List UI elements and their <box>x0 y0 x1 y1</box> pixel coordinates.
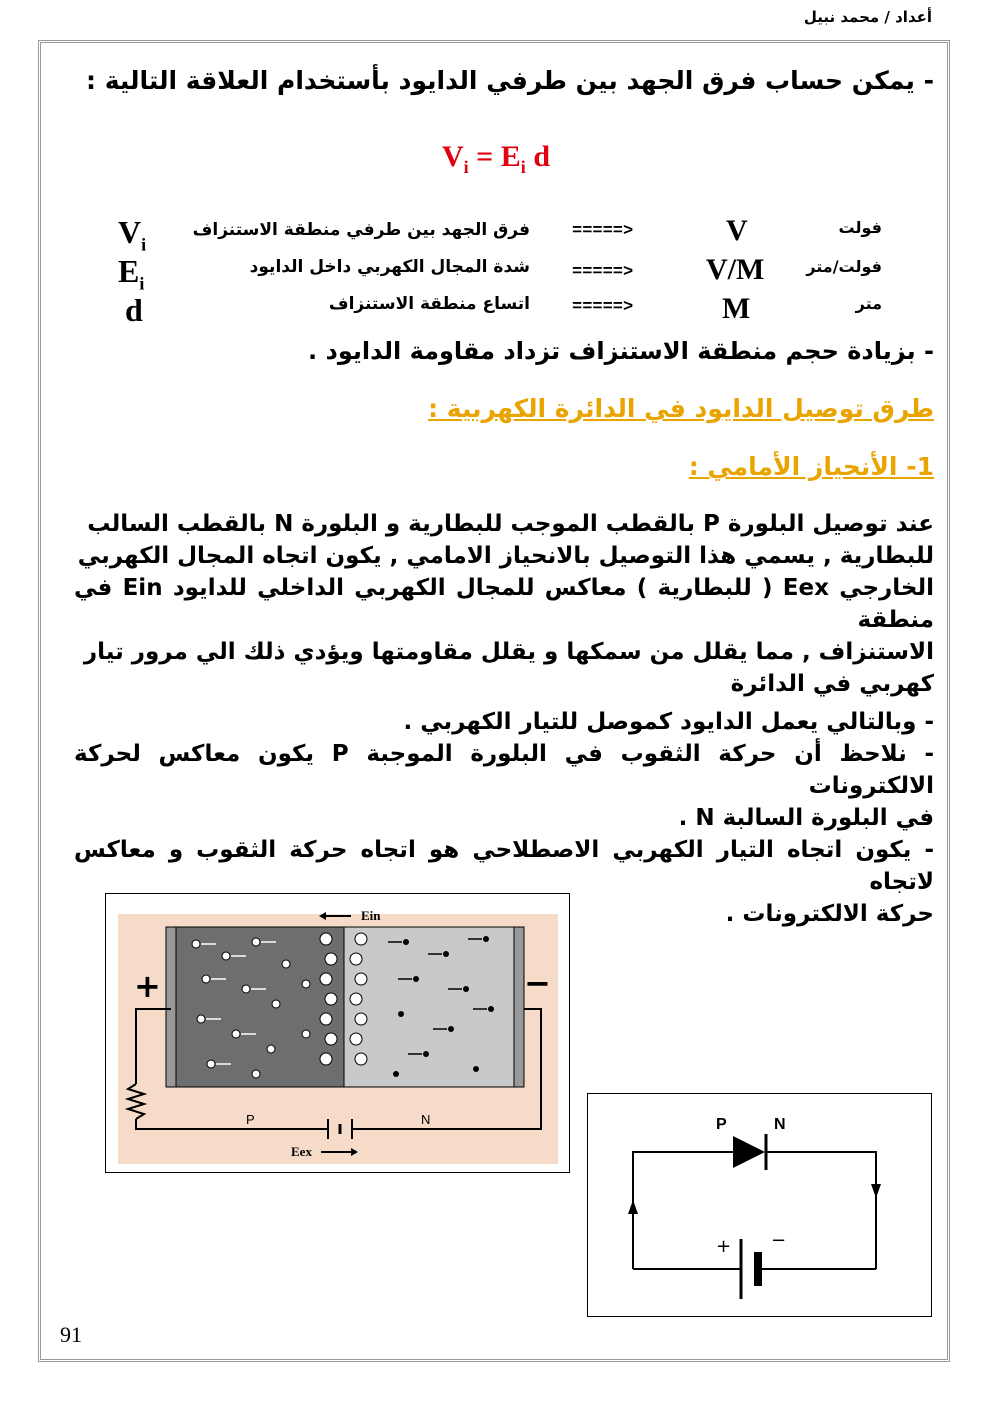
ein-label: Ein <box>361 908 381 923</box>
eq-e-sub: i <box>520 157 526 177</box>
n-region <box>344 927 514 1087</box>
sym: $E_i$ <box>118 253 145 294</box>
equation <box>0 140 992 178</box>
unit: V <box>726 214 748 247</box>
subsection-title: 1- الأنحياز الأمامي : <box>688 452 934 481</box>
battery-minus: − <box>771 1230 787 1251</box>
bullet-line: - وبالتالي يعمل الدايود كموصل للتيار الكهربي . <box>403 709 934 735</box>
eex-label: Eex <box>291 1144 312 1159</box>
current-arrow-left <box>628 1200 638 1214</box>
unit-name: فولت <box>838 218 882 237</box>
paragraph <box>74 508 934 700</box>
desc: شدة المجال الكهربي داخل الدايود <box>249 257 530 277</box>
desc: اتساع منطقة الاستنزاف <box>328 294 530 314</box>
note: - بزيادة حجم منطقة الاستنزاف تزداد مقاومة الدايود . <box>308 337 934 365</box>
unit: V/M <box>706 253 765 286</box>
plus-label: + <box>134 967 161 1005</box>
eq-v-sub: i <box>463 157 469 177</box>
definition-row-v <box>0 212 992 255</box>
eq-e: E <box>500 140 521 173</box>
desc: فرق الجهد بين طرفي منطقة الاستنزاف <box>192 220 530 240</box>
arrow: =====> <box>572 263 634 282</box>
para-line: الخارجي Eex ( للبطارية ) معاكس للمجال الكهربي الداخلي للدايود Ein في منطقة <box>74 575 935 633</box>
bullet-line: حركة الالكترونات . <box>725 901 934 927</box>
unit: M <box>722 292 751 325</box>
left-contact <box>166 927 176 1087</box>
bullet-line: - نلاحظ أن حركة الثقوب في البلورة الموجبة P يكون معاكس لحركة الالكترونات <box>74 741 934 799</box>
para-line: للبطارية , يسمي هذا التوصيل بالانحياز الامامي , يكون اتجاه المجال الكهربي <box>77 543 934 569</box>
para-line: عند توصيل البلورة P بالقطب الموجب للبطارية و البلورة N بالقطب السالب <box>87 511 934 537</box>
sym: d <box>125 292 143 328</box>
arrow: =====> <box>572 222 634 241</box>
eq-sign: = <box>468 140 501 173</box>
pn-junction-figure <box>105 893 570 1173</box>
p-region <box>176 927 344 1087</box>
author: أعداد / محمد نبيل <box>803 8 932 26</box>
right-contact <box>514 927 524 1087</box>
arrow: =====> <box>572 298 634 317</box>
eq-v: V <box>441 140 464 173</box>
bullet-line: في البلورة السالبة N . <box>678 805 934 831</box>
unit-name: فولت/متر <box>806 257 882 276</box>
definition-row-e <box>0 251 992 294</box>
wire-right <box>766 1152 876 1269</box>
current-arrow-right <box>871 1184 881 1198</box>
diode-triangle <box>733 1136 765 1168</box>
intro-line: - يمكن حساب فرق الجهد بين طرفي الدايود بأستخدام العلاقة التالية : <box>86 66 934 95</box>
eq-d: d <box>525 140 550 173</box>
sym: $V_i$ <box>118 214 147 255</box>
p-label: P <box>246 1112 255 1127</box>
diode-p-label: P <box>716 1116 727 1133</box>
battery-plus: + <box>716 1236 732 1257</box>
para-line: كهربي في الدائرة <box>730 671 934 697</box>
diode-n-label: N <box>774 1116 786 1133</box>
diode-circuit-figure <box>587 1093 932 1317</box>
definition-row-d <box>0 290 992 330</box>
bullet-line: - يكون اتجاه التيار الكهربي الاصطلاحي هو اتجاه حركة الثقوب و معاكس لاتجاه <box>74 837 934 895</box>
page-number: 91 <box>60 1322 82 1347</box>
minus-label: − <box>524 964 551 1002</box>
section-title: طرق توصيل الدايود في الدائرة الكهربية : <box>428 394 934 423</box>
battery-short-plate <box>754 1252 762 1286</box>
n-label: N <box>421 1112 431 1127</box>
para-line: الاستنزاف , مما يقلل من سمكها و يقلل مقاومتها ويؤدي ذلك الي مرور تيار <box>83 639 934 665</box>
unit-name: متر <box>855 294 882 313</box>
